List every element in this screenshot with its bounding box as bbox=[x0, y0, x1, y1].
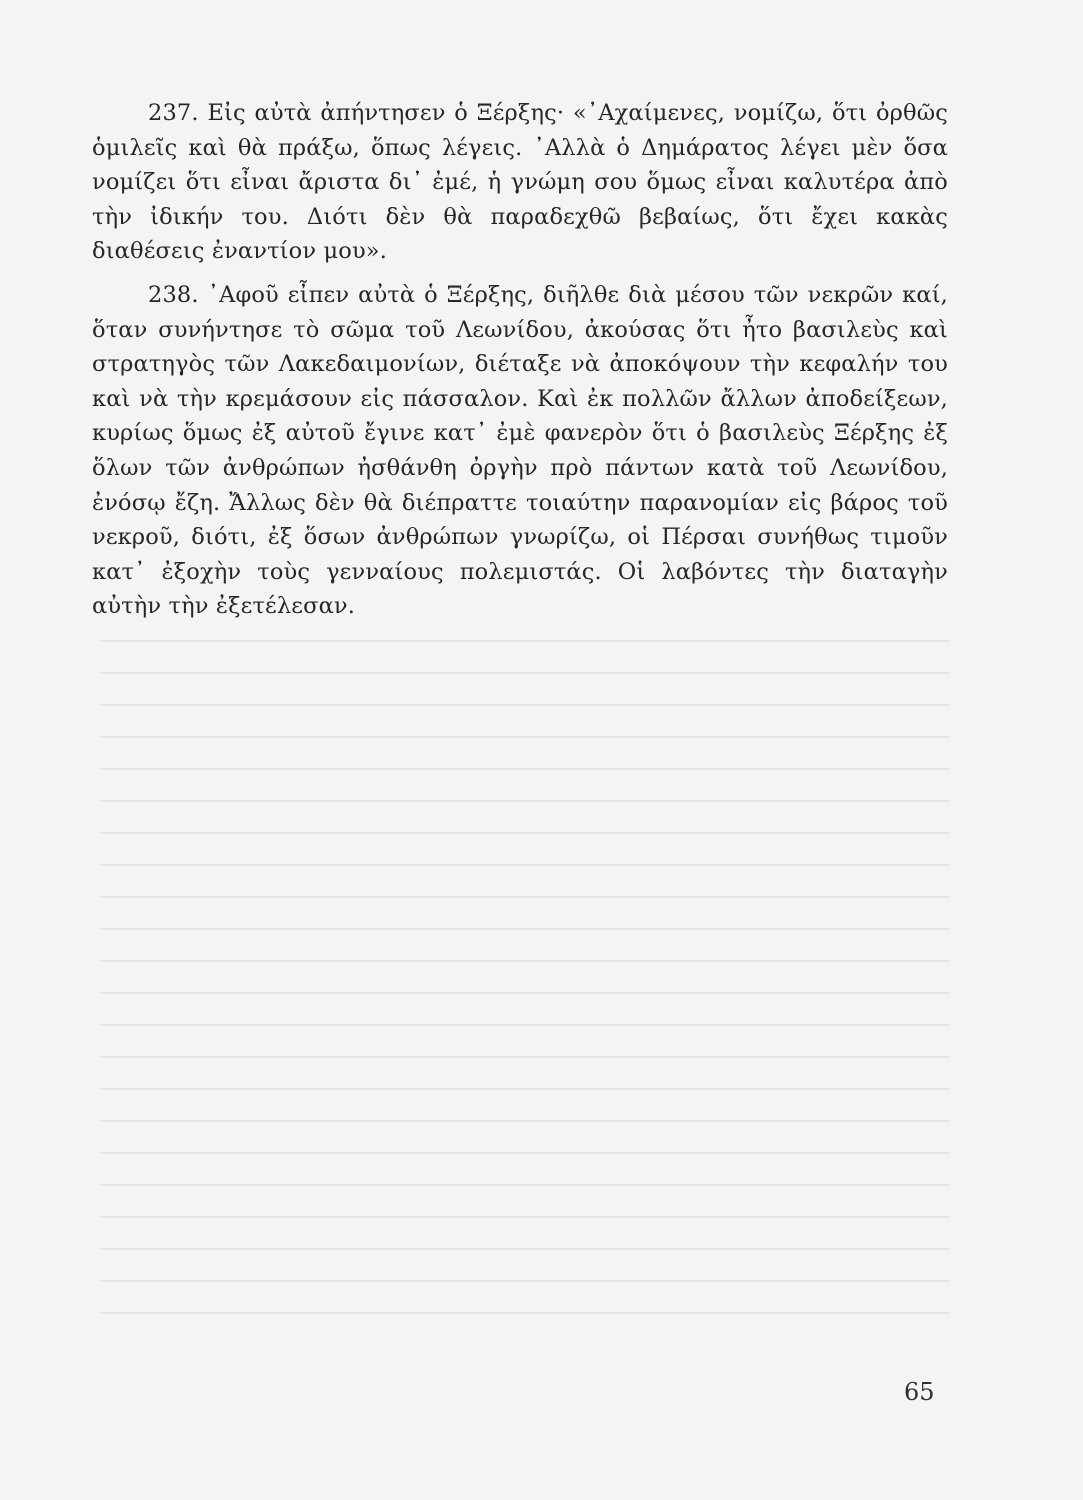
paragraph-238: 238. ᾿Αφοῦ εἶπεν αὐτὰ ὁ Ξέρξης, διῆλθε διὰ μέσου τῶν νεκρῶν καί, ὅταν συνήντησε τὸ σῶμα τοῦ Λεωνίδου, ἀκούσας ὅτι ἦτο βασιλεὺς καὶ στρατηγὸς τῶν Λακεδαιμονίων, διέταξε νὰ ἀποκόψουν τὴν κεφαλήν του καὶ νὰ τὴν κρεμάσουν εἰς πάσσαλον. Καὶ ἐκ πολλῶν ἄλλων ἀποδείξεων, κυρίως ὅμως ἐξ αὐτοῦ ἔγινε κατ᾿ ἐμὲ φανερὸν ὅτι ὁ βασιλεὺς Ξέρξης ἐξ ὅλων τῶν ἀνθρώπων ἠσθάνθη ὀργὴν πρὸ πάντων κατὰ τοῦ Λεωνίδου, ἐνόσῳ ἔζη. Ἄλλως δὲν θὰ διέπραττε τοιαύτην παρανομίαν εἰς βάρος τοῦ νεκροῦ, διότι, ἐξ ὅσων ἀνθρώπων γνωρίζω, οἱ Πέρσαι συνήθως τιμοῦν κατ᾿ ἐξοχὴν τοὺς γενναίους πολεμιστάς. Οἱ λαβόντες τὴν διαταγὴν αὐτὴν τὴν ἐξετέλεσαν. bbox=[92, 281, 948, 620]
show-through-text bbox=[100, 640, 950, 1340]
page-number: 65 bbox=[904, 1378, 935, 1406]
body-text bbox=[92, 96, 948, 624]
paragraph-237: 237. Εἰς αὐτὰ ἀπήντησεν ὁ Ξέρξης· «᾿Αχαίμενες, νομίζω, ὅτι ὀρθῶς ὁμιλεῖς καὶ θὰ πράξω, ὅπως λέγεις. ᾿Αλλὰ ὁ Δημάρατος λέγει μὲν ὅσα νομίζει ὅτι εἶναι ἄριστα δι᾿ ἐμέ, ἡ γνώμη σου ὅμως εἶναι καλυτέρα ἀπὸ τὴν ἰδικήν του. Διότι δὲν θὰ παραδεχθῶ βεβαίως, ὅτι ἔχει κακὰς διαθέσεις ἐναντίον μου». bbox=[92, 100, 948, 265]
